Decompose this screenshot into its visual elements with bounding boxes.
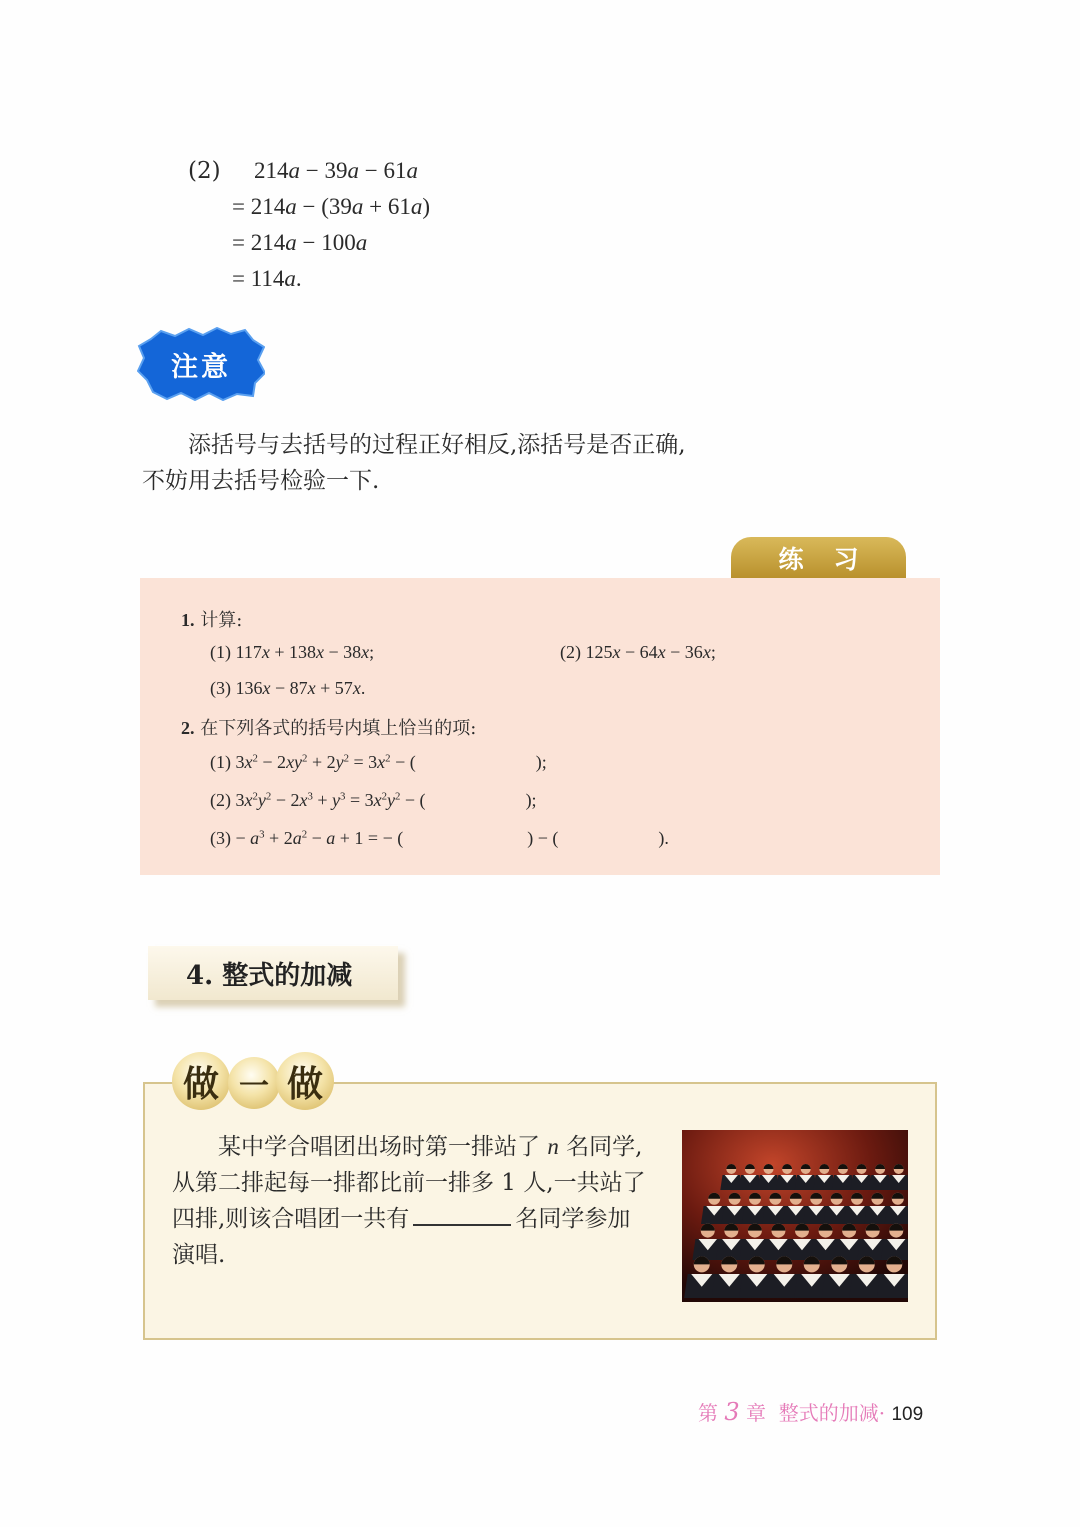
activity-line-3-b: 名同学参加 — [515, 1206, 631, 1232]
footer-chapter-number: 3 — [724, 1398, 740, 1426]
activity-header-char-2: 一 — [228, 1057, 280, 1109]
practice-box — [140, 578, 940, 875]
q2-prompt: 在下列各式的括号内填上恰当的项: — [200, 718, 477, 739]
section-header: 4. 整式的加减 — [148, 946, 398, 1000]
activity-line-3 — [172, 1200, 630, 1233]
note-text-line-1: 添括号与去括号的过程正好相反,添括号是否正确, — [188, 432, 686, 458]
note-badge — [137, 327, 265, 401]
footer-chapter-suffix: 章 — [746, 1401, 766, 1425]
q1-part-2: (2) 125x − 64x − 36x; — [560, 642, 716, 662]
activity-line-4: 演唱. — [172, 1242, 226, 1268]
q1-number: 1. — [181, 610, 195, 630]
example-line-4: = 114a. — [232, 266, 302, 291]
activity-line-1: 某中学合唱团出场时第一排站了 n 名同学, — [218, 1134, 643, 1160]
practice-q1 — [181, 606, 242, 632]
answer-blank — [413, 1204, 511, 1226]
q1-part-1: (1) 117x + 138x − 38x; — [210, 642, 375, 662]
activity-line-2: 从第二排起每一排都比前一排多 1 人,一共站了 — [172, 1170, 646, 1196]
q1-prompt: 计算: — [200, 610, 243, 631]
q1-part-3: (3) 136x − 87x + 57x. — [210, 678, 366, 698]
practice-q2 — [181, 714, 476, 740]
practice-tab: 练习 — [731, 537, 906, 579]
example-line-2: = 214a − (39a + 61a) — [232, 194, 431, 219]
q2-part-2: (2) $3x^2y^2 - 2x^3 + y^3 = 3x^2y^2$ − ( ); — [210, 790, 537, 810]
q2-number: 2. — [181, 718, 195, 738]
example-label: (2) — [188, 158, 221, 184]
activity-header-char-1: 做 — [172, 1052, 230, 1110]
footer-chapter-prefix: 第 — [698, 1401, 718, 1425]
choir-photo — [682, 1130, 908, 1302]
q2-part-1: (1) $3x^2 - 2xy^2 + 2y^2 = 3x^2$ − ( ); — [210, 752, 547, 772]
activity-header-char-3: 做 — [276, 1052, 334, 1110]
q2-part-3: $(3) - a^3 + 2a^2 - a + 1$ = − ( ) − ( ). — [210, 828, 669, 848]
footer-chapter-title: 整式的加减· — [778, 1401, 886, 1425]
example-line-3: = 214a − 100a — [232, 230, 368, 255]
activity-line-3-a: 四排,则该合唱团一共有 — [172, 1206, 410, 1232]
note-text-line-2: 不妨用去括号检验一下. — [142, 468, 380, 494]
example-line-1: 214a − 39a − 61a — [254, 158, 418, 183]
page-footer — [698, 1397, 923, 1426]
page-number: 109 — [891, 1404, 924, 1425]
note-badge-label: 注意 — [171, 351, 231, 383]
